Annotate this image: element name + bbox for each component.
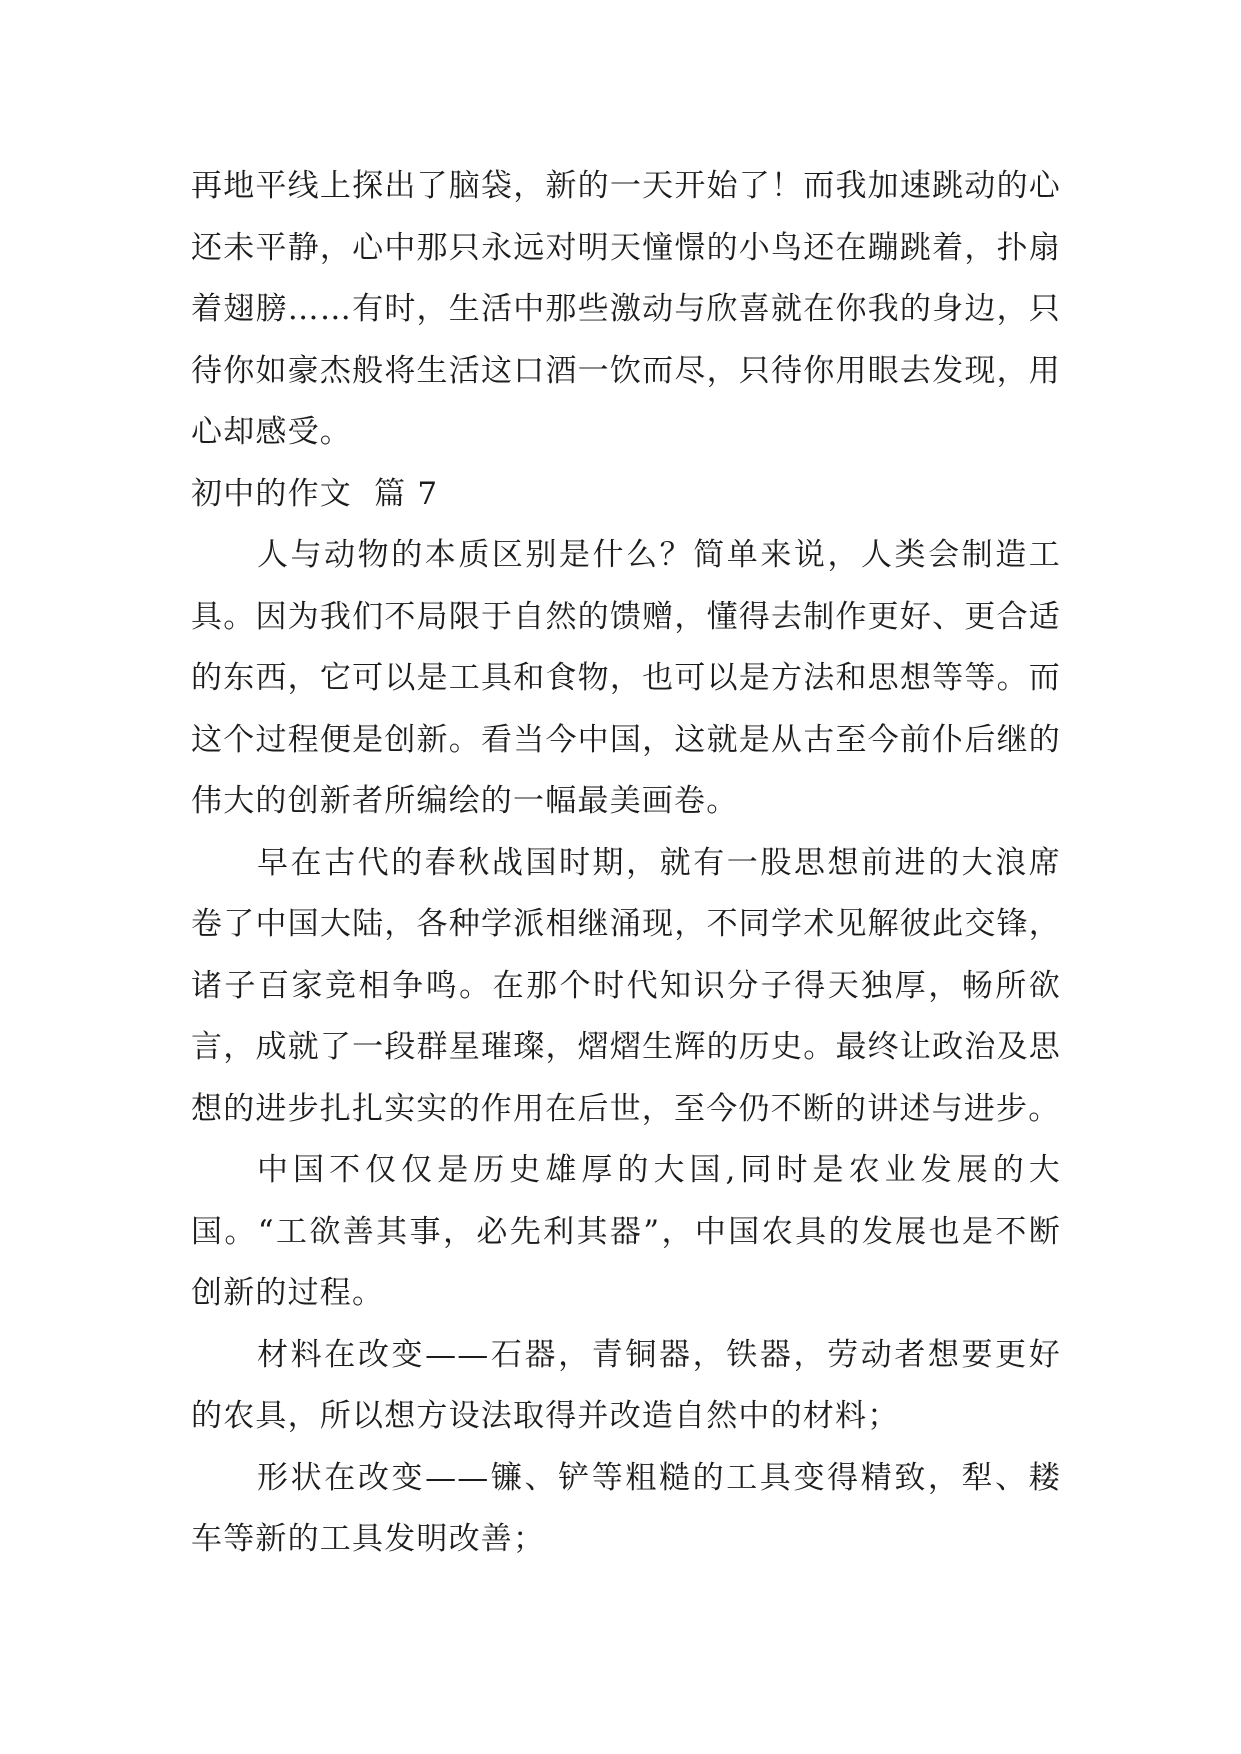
paragraph-4: 材料在改变——石器，青铜器，铁器，劳动者想要更好的农具，所以想方设法取得并改造自然中的材料； [191,1336,1061,1434]
paragraph-5: 形状在改变——镰、铲等粗糙的工具变得精致，犁、耧车等新的工具发明改善； [191,1459,1061,1557]
document-body [191,156,1061,1571]
paragraph-2: 早在古代的春秋战国时期，就有一股思想前进的大浪席卷了中国大陆，各种学派相继涌现，不同学术见解彼此交锋，诸子百家竞相争鸣。在那个时代知识分子得天独厚，畅所欲言，成就了一段群星璀璨，熠熠生辉的历史。最终让政治及思想的进步扎扎实实的作用在后世，至今仍不断的讲述与进步。 [191,844,1061,1127]
section-heading: 初中的作文 篇 7 [191,475,439,512]
continuation-paragraph: 再地平线上探出了脑袋，新的一天开始了！而我加速跳动的心还未平静，心中那只永远对明天憧憬的小鸟还在蹦跳着，扑扇着翅膀……有时，生活中那些激动与欣喜就在你我的身边，只待你如豪杰般将生活这口酒一饮而尽，只待你用眼去发现，用心却感受。 [191,168,1061,450]
paragraph-3: 中国不仅仅是历史雄厚的大国,同时是农业发展的大国。“工欲善其事，必先利其器”，中国农具的发展也是不断创新的过程。 [191,1152,1061,1311]
paragraph-1: 人与动物的本质区别是什么？简单来说，人类会制造工具。因为我们不局限于自然的馈赠，懂得去制作更好、更合适的东西，它可以是工具和食物，也可以是方法和思想等等。而这个过程便是创新。看当今中国，这就是从古至今前仆后继的伟大的创新者所编绘的一幅最美画卷。 [191,537,1061,819]
